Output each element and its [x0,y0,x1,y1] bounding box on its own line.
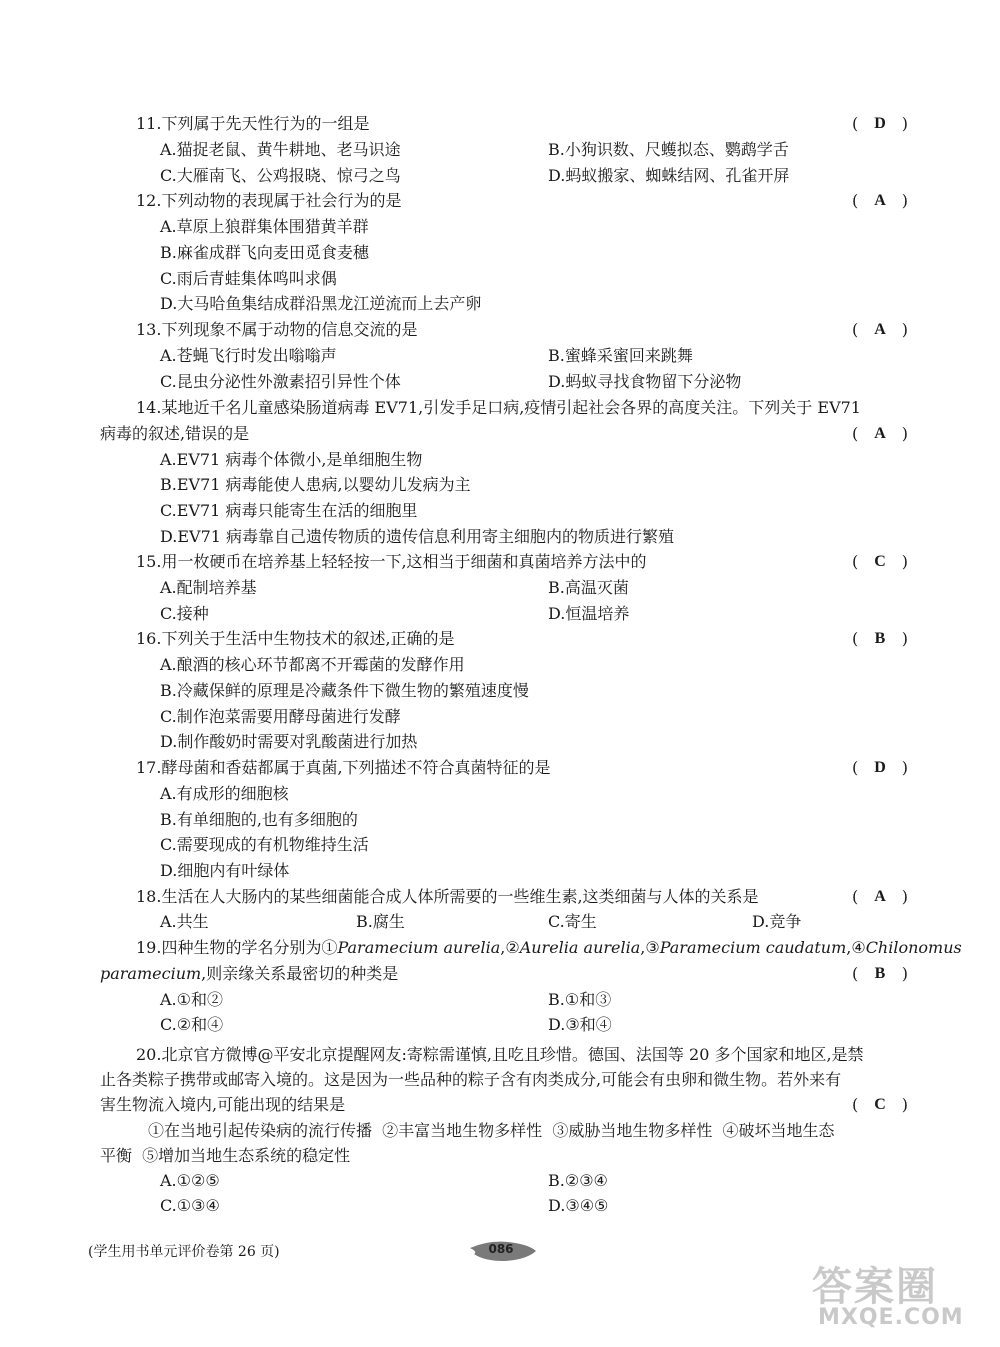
option: C.雨后青蛙集体鸣叫求偶 [160,269,337,288]
option: B.高温灭菌 [548,578,629,597]
option: A.配制培养基 [160,578,257,597]
question-stem: 13.下列现象不属于动物的信息交流的是 [136,320,418,339]
option: C.①③④ [160,1196,220,1215]
footer-note: (学生用书单元评价卷第 26 页) [88,1244,280,1260]
question-stem-cont: 病毒的叙述,错误的是 [100,424,250,443]
answer-mark: ( B ) [852,964,908,983]
option: A.EV71 病毒个体微小,是单细胞生物 [160,450,423,469]
option: A.①和② [160,990,223,1009]
option: A.共生 [160,912,209,931]
watermark-text: 答案圈 [812,1264,938,1310]
answer-mark: ( C ) [852,1095,908,1114]
answer-mark: ( A ) [852,191,908,210]
question-stem: 18.生活在人大肠内的某些细菌能合成人体所需要的一些维生素,这类细菌与人体的关系是 [136,887,759,906]
option: B.EV71 病毒能使人患病,以婴幼儿发病为主 [160,475,471,494]
option: D.③和④ [548,1015,612,1034]
option: B.小狗识数、尺蠖拟态、鹦鹉学舌 [548,140,789,159]
option: A.苍蝇飞行时发出嗡嗡声 [160,346,337,365]
answer-mark: ( D ) [852,114,908,133]
option: B.冷藏保鲜的原理是冷藏条件下微生物的繁殖速度慢 [160,681,529,700]
option: C.大雁南飞、公鸡报晓、惊弓之鸟 [160,166,401,185]
option: C.制作泡菜需要用酵母菌进行发酵 [160,707,401,726]
question-stem: 12.下列动物的表现属于社会行为的是 [136,191,402,210]
option: B.①和③ [548,990,612,1009]
answer-mark: ( A ) [852,320,908,339]
option: B.蜜蜂采蜜回来跳舞 [548,346,693,365]
option: D.③④⑤ [548,1196,609,1215]
option: A.酿酒的核心环节都离不开霉菌的发酵作用 [160,655,465,674]
question-stem: 15.用一枚硬币在培养基上轻轻按一下,这相当于细菌和真菌培养方法中的 [136,552,647,571]
page-number [468,1238,538,1264]
option: B.②③④ [548,1171,608,1190]
answer-mark: ( A ) [852,887,908,906]
answer-mark: ( B ) [852,629,908,648]
watermark-logo [812,1255,982,1339]
option: C.EV71 病毒只能寄生在活的细胞里 [160,501,418,520]
question-stem-cont: paramecium,则亲缘关系最密切的种类是 [100,964,399,983]
question-stem: 16.下列关于生活中生物技术的叙述,正确的是 [136,629,455,648]
option: A.猫捉老鼠、黄牛耕地、老马识途 [160,140,401,159]
option: C.②和④ [160,1015,224,1034]
statements: ①在当地引起传染病的流行传播 ②丰富当地生物多样性 ③威胁当地生物多样性 ④破坏当地生态 [148,1121,835,1140]
answer-mark: ( D ) [852,758,908,777]
option: A.有成形的细胞核 [160,784,289,803]
question-stem: 11.下列属于先天性行为的一组是 [136,114,370,133]
question-stem-cont: 害生物流入境内,可能出现的结果是 [100,1095,346,1114]
option: B.腐生 [356,912,405,931]
option: C.需要现成的有机物维持生活 [160,835,369,854]
option: D.大马哈鱼集结成群沿黑龙江逆流而上去产卵 [160,294,482,313]
answer-mark: ( C ) [852,552,908,571]
option: D.蚂蚁寻找食物留下分泌物 [548,372,742,391]
option: B.有单细胞的,也有多细胞的 [160,810,358,829]
question-stem: 17.酵母菌和香菇都属于真菌,下列描述不符合真菌特征的是 [136,758,551,777]
option: C.昆虫分泌性外激素招引异性个体 [160,372,401,391]
option: D.蚂蚁搬家、蜘蛛结网、孔雀开屏 [548,166,790,185]
option: D.EV71 病毒靠自己遗传物质的遗传信息利用寄主细胞内的物质进行繁殖 [160,527,675,546]
option: A.草原上狼群集体围猎黄羊群 [160,217,369,236]
option: D.竞争 [752,912,802,931]
option: D.制作酸奶时需要对乳酸菌进行加热 [160,732,418,751]
question-stem: 19.四种生物的学名分别为①Paramecium aurelia,②Aurelia aurelia,③Paramecium caudatum,④Chilonomus [136,938,962,957]
option: D.恒温培养 [548,604,630,623]
question-stem: 14.某地近千名儿童感染肠道病毒 EV71,引发手足口病,疫情引起社会各界的高度关注。下列关于 EV71 [136,398,861,417]
watermark-url: MXQE.COM [818,1305,964,1330]
option: D.细胞内有叶绿体 [160,861,290,880]
page-number-text: 086 [488,1242,514,1256]
option: A.①②⑤ [160,1171,220,1190]
statements-cont: 平衡 ⑤增加当地生态系统的稳定性 [100,1146,351,1165]
question-stem-cont: 止各类粽子携带或邮寄入境的。这是因为一些品种的粽子含有肉类成分,可能会有虫卵和微生物。若外来有 [100,1070,842,1089]
answer-mark: ( A ) [852,424,908,443]
option: C.寄生 [548,912,597,931]
question-stem: 20.北京官方微博@平安北京提醒网友:寄粽需谨慎,且吃且珍惜。德国、法国等 20 多个国家和地区,是禁 [136,1045,864,1064]
option: B.麻雀成群飞向麦田觅食麦穗 [160,243,369,262]
option: C.接种 [160,604,209,623]
